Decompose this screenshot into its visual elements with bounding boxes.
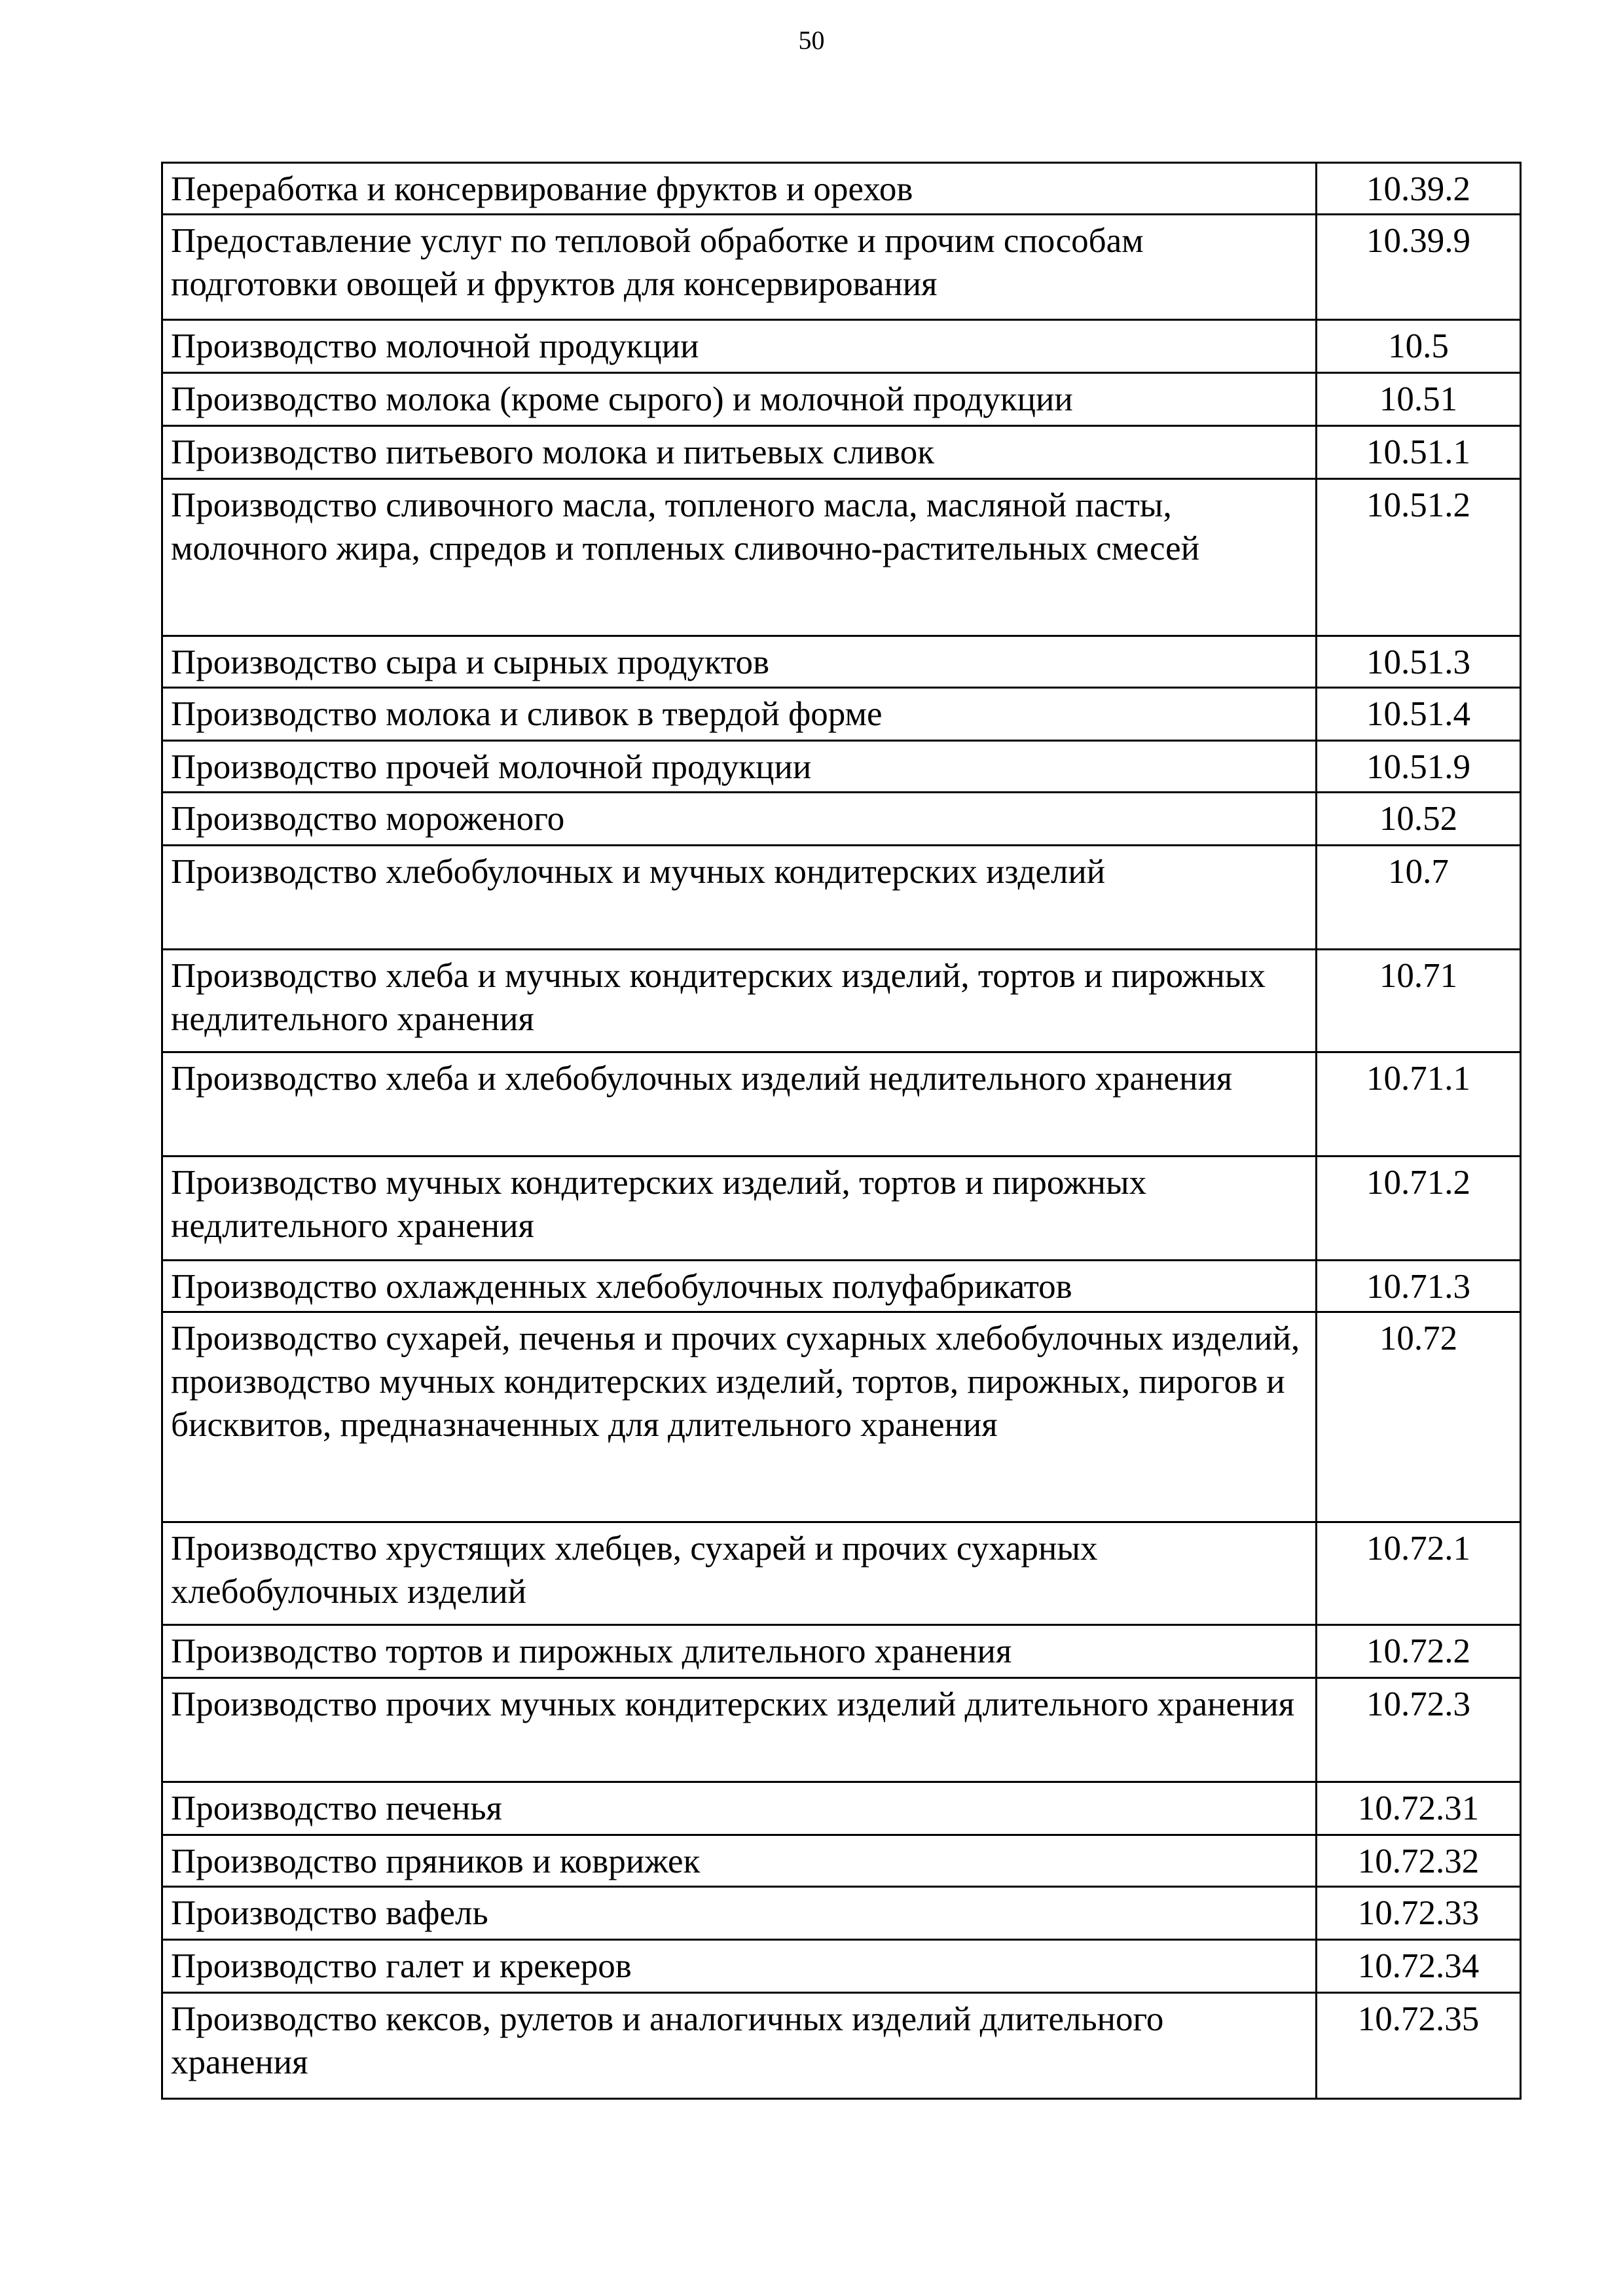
activity-code: 10.51.3 — [1317, 636, 1521, 688]
table-row — [162, 163, 1521, 215]
table-row — [162, 846, 1521, 950]
table-row — [162, 1835, 1521, 1887]
table-row — [162, 1261, 1521, 1312]
activity-name: Производство хлеба и мучных кондитерских изделий, тортов и пирожных недлительного хранения — [162, 950, 1317, 1052]
activity-name: Производство галет и крекеров — [162, 1940, 1317, 1993]
activity-name: Производство сухарей, печенья и прочих сухарных хлебобулочных изделий, производство мучных кондитерских изделий, тортов, пирожных, пирогов и бисквитов, предназначенных для длительного хранения — [162, 1312, 1317, 1522]
activity-code: 10.72.35 — [1317, 1993, 1521, 2099]
table-row — [162, 950, 1521, 1052]
table-row — [162, 1625, 1521, 1678]
activity-code: 10.72.3 — [1317, 1678, 1521, 1782]
activity-code: 10.72.31 — [1317, 1782, 1521, 1835]
activity-codes-table — [161, 162, 1522, 2100]
table-row — [162, 1157, 1521, 1261]
activity-name: Производство печенья — [162, 1782, 1317, 1835]
activity-code: 10.72 — [1317, 1312, 1521, 1522]
activity-name: Производство хлебобулочных и мучных кондитерских изделий — [162, 846, 1317, 950]
activity-code: 10.51.2 — [1317, 479, 1521, 636]
table-row — [162, 636, 1521, 688]
activity-name: Производство кексов, рулетов и аналогичных изделий длительного хранения — [162, 1993, 1317, 2099]
page-number: 50 — [798, 26, 825, 55]
activity-name: Производство молока (кроме сырого) и молочной продукции — [162, 373, 1317, 426]
table-row — [162, 793, 1521, 846]
table-row — [162, 373, 1521, 426]
table-row — [162, 1993, 1521, 2099]
activity-code: 10.51.4 — [1317, 688, 1521, 741]
table-body — [162, 163, 1521, 2099]
table-row — [162, 426, 1521, 479]
activity-code: 10.39.9 — [1317, 215, 1521, 320]
activity-name: Производство прочей молочной продукции — [162, 741, 1317, 793]
activity-name: Производство хрустящих хлебцев, сухарей и прочих сухарных хлебобулочных изделий — [162, 1522, 1317, 1625]
activity-code: 10.51.1 — [1317, 426, 1521, 479]
table-row — [162, 1522, 1521, 1625]
table-row — [162, 1312, 1521, 1522]
activity-name: Производство пряников и коврижек — [162, 1835, 1317, 1887]
activity-code: 10.51 — [1317, 373, 1521, 426]
table-row — [162, 1052, 1521, 1157]
table-row — [162, 320, 1521, 373]
activity-code: 10.71.2 — [1317, 1157, 1521, 1261]
activity-name: Производство хлеба и хлебобулочных изделий недлительного хранения — [162, 1052, 1317, 1157]
activity-name: Производство молока и сливок в твердой форме — [162, 688, 1317, 741]
activity-name: Производство молочной продукции — [162, 320, 1317, 373]
table-row — [162, 688, 1521, 741]
activity-code: 10.72.34 — [1317, 1940, 1521, 1993]
activity-name: Предоставление услуг по тепловой обработке и прочим способам подготовки овощей и фруктов для консервирования — [162, 215, 1317, 320]
table-row — [162, 215, 1521, 320]
table-row — [162, 741, 1521, 793]
activity-code: 10.5 — [1317, 320, 1521, 373]
activity-name: Производство тортов и пирожных длительного хранения — [162, 1625, 1317, 1678]
table-row — [162, 1782, 1521, 1835]
table-row — [162, 1678, 1521, 1782]
activity-code: 10.39.2 — [1317, 163, 1521, 215]
activity-code: 10.72.33 — [1317, 1887, 1521, 1940]
activity-name: Производство охлажденных хлебобулочных полуфабрикатов — [162, 1261, 1317, 1312]
activity-code: 10.72.2 — [1317, 1625, 1521, 1678]
activity-code: 10.7 — [1317, 846, 1521, 950]
activity-code: 10.52 — [1317, 793, 1521, 846]
activity-code: 10.71.3 — [1317, 1261, 1521, 1312]
table-row — [162, 1887, 1521, 1940]
activity-name: Производство сыра и сырных продуктов — [162, 636, 1317, 688]
activity-code: 10.72.32 — [1317, 1835, 1521, 1887]
activity-code: 10.71 — [1317, 950, 1521, 1052]
activity-name: Производство прочих мучных кондитерских изделий длительного хранения — [162, 1678, 1317, 1782]
activity-code: 10.71.1 — [1317, 1052, 1521, 1157]
table-row — [162, 1940, 1521, 1993]
activity-name: Производство вафель — [162, 1887, 1317, 1940]
activity-name: Переработка и консервирование фруктов и орехов — [162, 163, 1317, 215]
activity-name: Производство сливочного масла, топленого масла, масляной пасты, молочного жира, спредов и топленых сливочно-растительных смесей — [162, 479, 1317, 636]
activity-name: Производство питьевого молока и питьевых сливок — [162, 426, 1317, 479]
activity-code: 10.51.9 — [1317, 741, 1521, 793]
table-row — [162, 479, 1521, 636]
activity-name: Производство мучных кондитерских изделий, тортов и пирожных недлительного хранения — [162, 1157, 1317, 1261]
activity-name: Производство мороженого — [162, 793, 1317, 846]
activity-code: 10.72.1 — [1317, 1522, 1521, 1625]
